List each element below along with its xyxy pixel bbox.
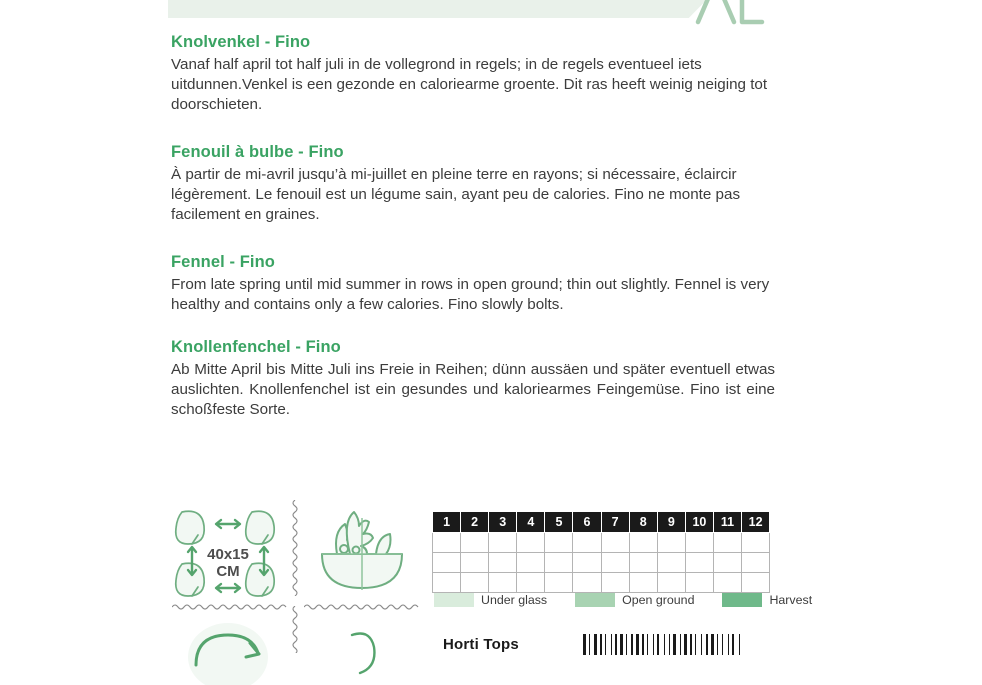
barcode	[583, 634, 763, 655]
calendar-cell	[685, 573, 713, 593]
calendar-month-header: 9	[657, 512, 685, 533]
salad-bowl-icon	[304, 502, 420, 574]
description-block-de	[171, 338, 775, 421]
description-body-nl: Vanaf half april tot half juli in de vollegrond in regels; in de regels eventueel iets uitdunnen.Venkel is een gezonde en caloriearme groente. Dit ras heeft weinig neiging tot doorschieten.	[171, 56, 768, 114]
calendar-cell	[657, 573, 685, 593]
calendar-cell	[629, 573, 657, 593]
calendar-month-header: 10	[685, 512, 713, 533]
description-body-de: Ab Mitte April bis Mitte Juli ins Freie in Reihen; dünn aussäen und später eventuell etwas auslichten. Knollenfenchel ist ein gesundes und kaloriearmes Feingemüse. Fino ist eine schoßfeste Sorte.	[171, 361, 775, 419]
latin-name-text	[188, 0, 442, 2]
spacing-distance-text: 40x15	[207, 546, 249, 563]
calendar-cell	[433, 553, 461, 573]
wavy-divider-horizontal-right	[304, 599, 420, 609]
calendar-month-header: 5	[545, 512, 573, 533]
wavy-divider-horizontal-left	[172, 599, 288, 609]
calendar-cell	[742, 573, 770, 593]
description-title-en: Fennel - Fino	[171, 253, 275, 271]
calendar-cell	[433, 533, 461, 553]
crop-rotation-icon	[170, 613, 286, 685]
legend-swatch	[722, 593, 762, 607]
leaf-icon	[304, 613, 420, 685]
calendar-cell	[545, 553, 573, 573]
legend-item	[575, 593, 694, 607]
brand-name: Horti Tops	[443, 636, 519, 653]
calendar-legend	[434, 593, 812, 607]
spacing-unit-text: CM	[216, 563, 240, 580]
calendar-cell	[742, 533, 770, 553]
calendar-month-header: 12	[742, 512, 770, 533]
calendar-cell	[601, 553, 629, 573]
calendar-cell	[489, 553, 517, 573]
calendar-cell	[742, 553, 770, 573]
calendar-cell	[545, 573, 573, 593]
sowing-calendar	[432, 511, 770, 593]
calendar-row-under-glass	[433, 533, 770, 553]
legend-swatch	[434, 593, 474, 607]
calendar-cell	[489, 533, 517, 553]
plant-spacing-icon	[170, 502, 286, 580]
calendar-cell	[713, 553, 741, 573]
calendar-month-header: 7	[601, 512, 629, 533]
calendar-cell	[685, 533, 713, 553]
calendar-cell	[461, 573, 489, 593]
sowing-calendar-table	[432, 511, 770, 593]
calendar-row-harvest	[433, 573, 770, 593]
calendar-month-header: 6	[573, 512, 601, 533]
calendar-month-header: 3	[489, 512, 517, 533]
description-block-en	[171, 253, 775, 315]
calendar-cell	[713, 573, 741, 593]
wavy-divider-vertical-bottom	[290, 606, 300, 653]
calendar-month-header: 2	[461, 512, 489, 533]
calendar-cell	[517, 533, 545, 553]
calendar-cell	[657, 553, 685, 573]
description-body-en: From late spring until mid summer in rows in open ground; thin out slightly. Fennel is very healthy and contains only a few calories. Fino slowly bolts.	[171, 276, 770, 314]
calendar-cell	[629, 533, 657, 553]
description-title-de: Knollenfenchel - Fino	[171, 338, 341, 356]
calendar-cell	[489, 573, 517, 593]
description-block-fr	[171, 143, 775, 226]
calendar-row-open-ground	[433, 553, 770, 573]
calendar-cell	[461, 553, 489, 573]
description-title-nl: Knolvenkel - Fino	[171, 33, 311, 51]
wavy-divider-vertical-top	[290, 500, 300, 596]
growing-info-icon-panel	[170, 498, 420, 655]
calendar-cell	[573, 553, 601, 573]
calendar-cell	[657, 533, 685, 553]
description-block-nl	[171, 33, 775, 116]
calendar-month-header: 8	[629, 512, 657, 533]
calendar-cell	[517, 553, 545, 573]
description-title-fr: Fenouil à bulbe - Fino	[171, 143, 344, 161]
calendar-cell	[573, 533, 601, 553]
calendar-cell	[601, 573, 629, 593]
calendar-cell	[461, 533, 489, 553]
legend-item	[434, 593, 547, 607]
calendar-header-row	[433, 512, 770, 533]
legend-label: Open ground	[622, 593, 695, 607]
banner-background	[168, 0, 728, 18]
calendar-cell	[573, 573, 601, 593]
calendar-month-header: 4	[517, 512, 545, 533]
calendar-month-header: 11	[713, 512, 741, 533]
description-body-fr: À partir de mi-avril jusqu’à mi-juillet en pleine terre en rayons; si nécessaire, éclaircir légèrement. Le fenouil est un légume sain, ayant peu de calories. Fino ne monte pas facilement en graines.	[171, 166, 741, 224]
calendar-month-header: 1	[433, 512, 461, 533]
calendar-cell	[629, 553, 657, 573]
xl-badge	[690, 0, 768, 28]
latin-name-banner	[168, 0, 728, 18]
legend-swatch	[575, 593, 615, 607]
legend-label: Under glass	[481, 593, 548, 607]
calendar-cell	[685, 553, 713, 573]
legend-label: Harvest	[769, 593, 813, 607]
legend-item	[722, 593, 812, 607]
calendar-cell	[713, 533, 741, 553]
calendar-cell	[601, 533, 629, 553]
calendar-cell	[545, 533, 573, 553]
calendar-cell	[433, 573, 461, 593]
calendar-cell	[517, 573, 545, 593]
